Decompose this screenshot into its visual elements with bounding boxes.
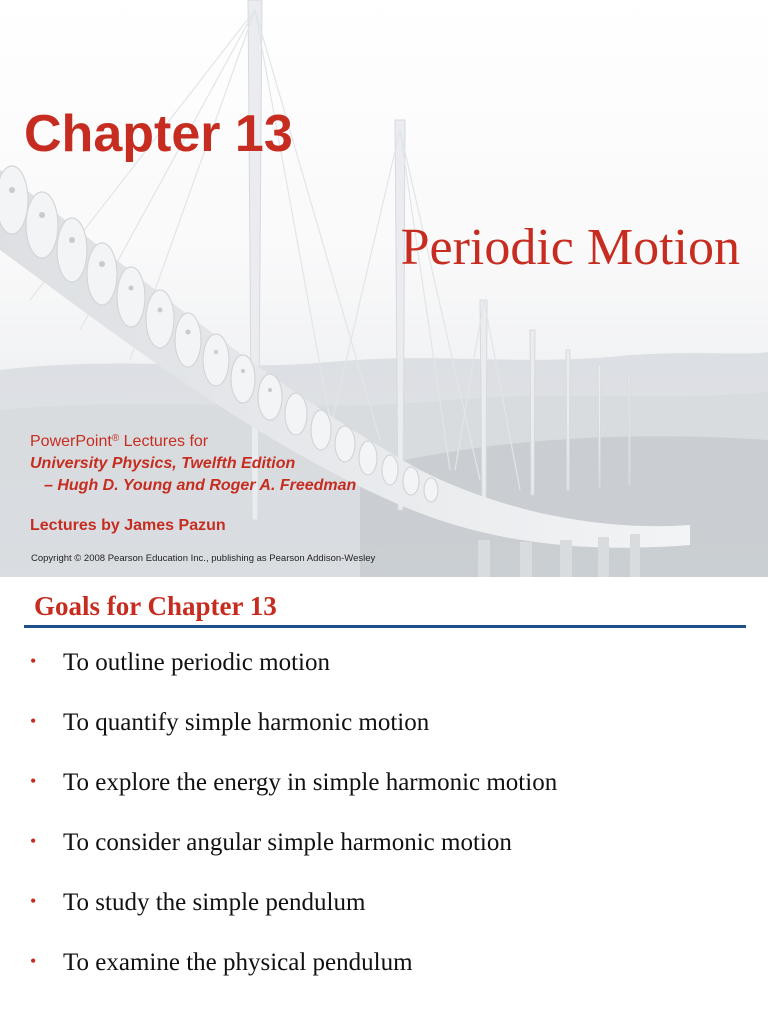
goal-text: To examine the physical pendulum <box>63 949 413 976</box>
bullet-icon: • <box>30 891 37 911</box>
book-authors: – Hugh D. Young and Roger A. Freedman <box>44 477 357 494</box>
bullet-icon: • <box>30 951 37 971</box>
bullet-icon: • <box>30 771 37 791</box>
topic-title: Periodic Motion <box>400 219 740 276</box>
goal-text: To outline periodic motion <box>63 649 330 676</box>
goals-slide <box>0 577 768 1024</box>
goal-text: To study the simple pendulum <box>63 889 366 916</box>
chapter-title: Chapter 13 <box>24 105 293 163</box>
book-title: University Physics, Twelfth Edition <box>30 455 296 472</box>
bullet-icon: • <box>30 711 37 731</box>
registered-mark: ® <box>111 433 120 444</box>
powerpoint-line <box>30 428 356 453</box>
powerpoint-label: PowerPoint <box>30 433 112 450</box>
bullet-icon: • <box>30 651 37 671</box>
lecturer-credit: Lectures by James Pazun <box>30 517 226 534</box>
goals-title: Goals for Chapter 13 <box>34 591 277 621</box>
course-credits <box>30 428 356 497</box>
bullet-icon: • <box>30 831 37 851</box>
goal-text: To explore the energy in simple harmonic motion <box>63 769 558 796</box>
copyright-notice: Copyright © 2008 Pearson Education Inc., publishing as Pearson Addison-Wesley <box>31 553 376 564</box>
lectures-for-label: Lectures for <box>119 433 209 450</box>
title-divider <box>24 625 746 628</box>
goal-text: To quantify simple harmonic motion <box>63 709 430 736</box>
goal-text: To consider angular simple harmonic motion <box>63 829 512 856</box>
